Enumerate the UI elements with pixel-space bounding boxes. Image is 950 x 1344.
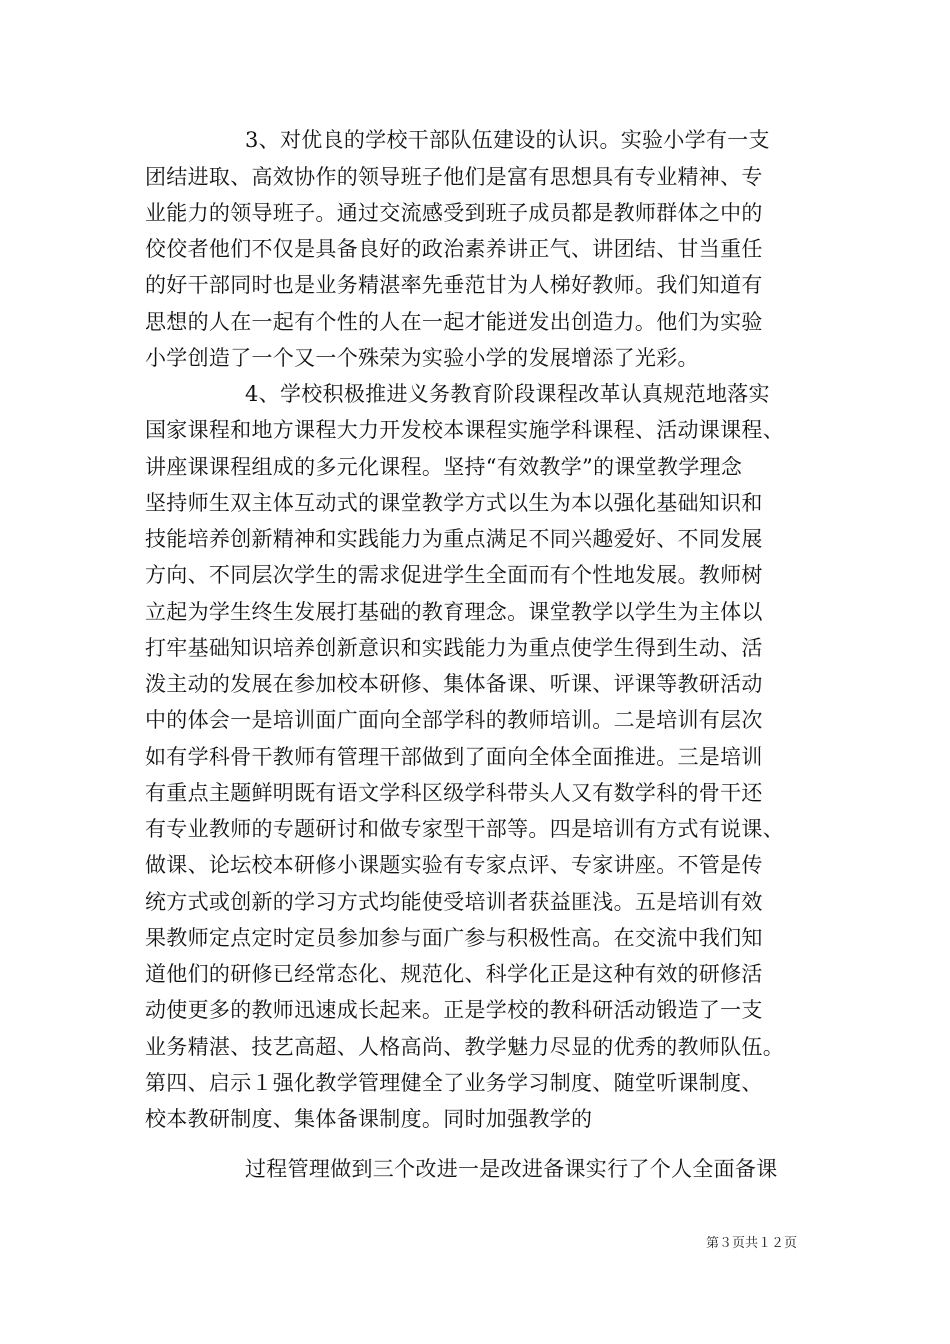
text-line: 有重点主题鲜明既有语文学科区级学科带头人又有数学科的骨干还 (145, 781, 763, 805)
text-line: 方向、不同层次学生的需求促进学生全面而有个性地发展。教师树 (145, 563, 763, 587)
text-line: 动使更多的教师迅速成长起来。正是学校的教科研活动锻造了一支 (145, 998, 763, 1022)
page-number: 第３页共１２页 (706, 1236, 798, 1251)
text-line: 4、学校积极推进义务教育阶段课程改革认真规范地落实 (245, 382, 770, 406)
text-line: 如有学科骨干教师有管理干部做到了面向全体全面推进。三是培训 (145, 745, 763, 769)
text-line: 技能培养创新精神和实践能力为重点满足不同兴趣爱好、不同发展 (145, 527, 763, 551)
text-line: 校本教研制度、集体备课制度。同时加强教学的 (145, 1107, 593, 1131)
text-line: 业能力的领导班子。通过交流感受到班子成员都是教师群体之中的 (145, 201, 763, 225)
text-line: 思想的人在一起有个性的人在一起才能迸发出创造力。他们为实验 (145, 310, 763, 334)
text-line: 道他们的研修已经常态化、规范化、科学化正是这种有效的研修活 (145, 962, 763, 986)
text-line: 统方式或创新的学习方式均能使受培训者获益匪浅。五是培训有效 (145, 890, 763, 914)
text-line: 讲座课课程组成的多元化课程。坚持“有效教学”的课堂教学理念 (145, 455, 743, 479)
text-line: 第四、启示１强化教学管理健全了业务学习制度、随堂听课制度、 (145, 1071, 763, 1095)
text-line: 的好干部同时也是业务精湛率先垂范甘为人梯好教师。我们知道有 (145, 273, 763, 297)
text-line: 中的体会一是培训面广面向全部学科的教师培训。二是培训有层次 (145, 708, 763, 732)
text-line: 过程管理做到三个改进一是改进备课实行了个人全面备课 (245, 1157, 778, 1181)
text-line: 打牢基础知识培养创新意识和实践能力为重点使学生得到生动、活 (145, 636, 763, 660)
text-line: 业务精湛、技艺高超、人格高尚、教学魅力尽显的优秀的教师队伍。 (145, 1035, 784, 1059)
text-line: 团结进取、高效协作的领导班子他们是富有思想具有专业精神、专 (145, 165, 763, 189)
text-line: 泼主动的发展在参加校本研修、集体备课、听课、评课等教研活动 (145, 672, 763, 696)
text-line: 做课、论坛校本研修小课题实验有专家点评、专家讲座。不管是传 (145, 853, 763, 877)
text-line: 果教师定点定时定员参加参与面广参与积极性高。在交流中我们知 (145, 926, 763, 950)
text-line: 佼佼者他们不仅是具备良好的政治素养讲正气、讲团结、甘当重任 (145, 237, 763, 261)
text-line: 小学创造了一个又一个殊荣为实验小学的发展增添了光彩。 (145, 346, 699, 370)
text-line: 国家课程和地方课程大力开发校本课程实施学科课程、活动课课程、 (145, 418, 784, 442)
text-line: 立起为学生终生发展打基础的教育理念。课堂教学以学生为主体以 (145, 600, 763, 624)
text-line: 有专业教师的专题研讨和做专家型干部等。四是培训有方式有说课、 (145, 817, 784, 841)
text-line: 3、对优良的学校干部队伍建设的认识。实验小学有一支 (245, 128, 770, 152)
text-line: 坚持师生双主体互动式的课堂教学方式以生为本以强化基础知识和 (145, 491, 763, 515)
